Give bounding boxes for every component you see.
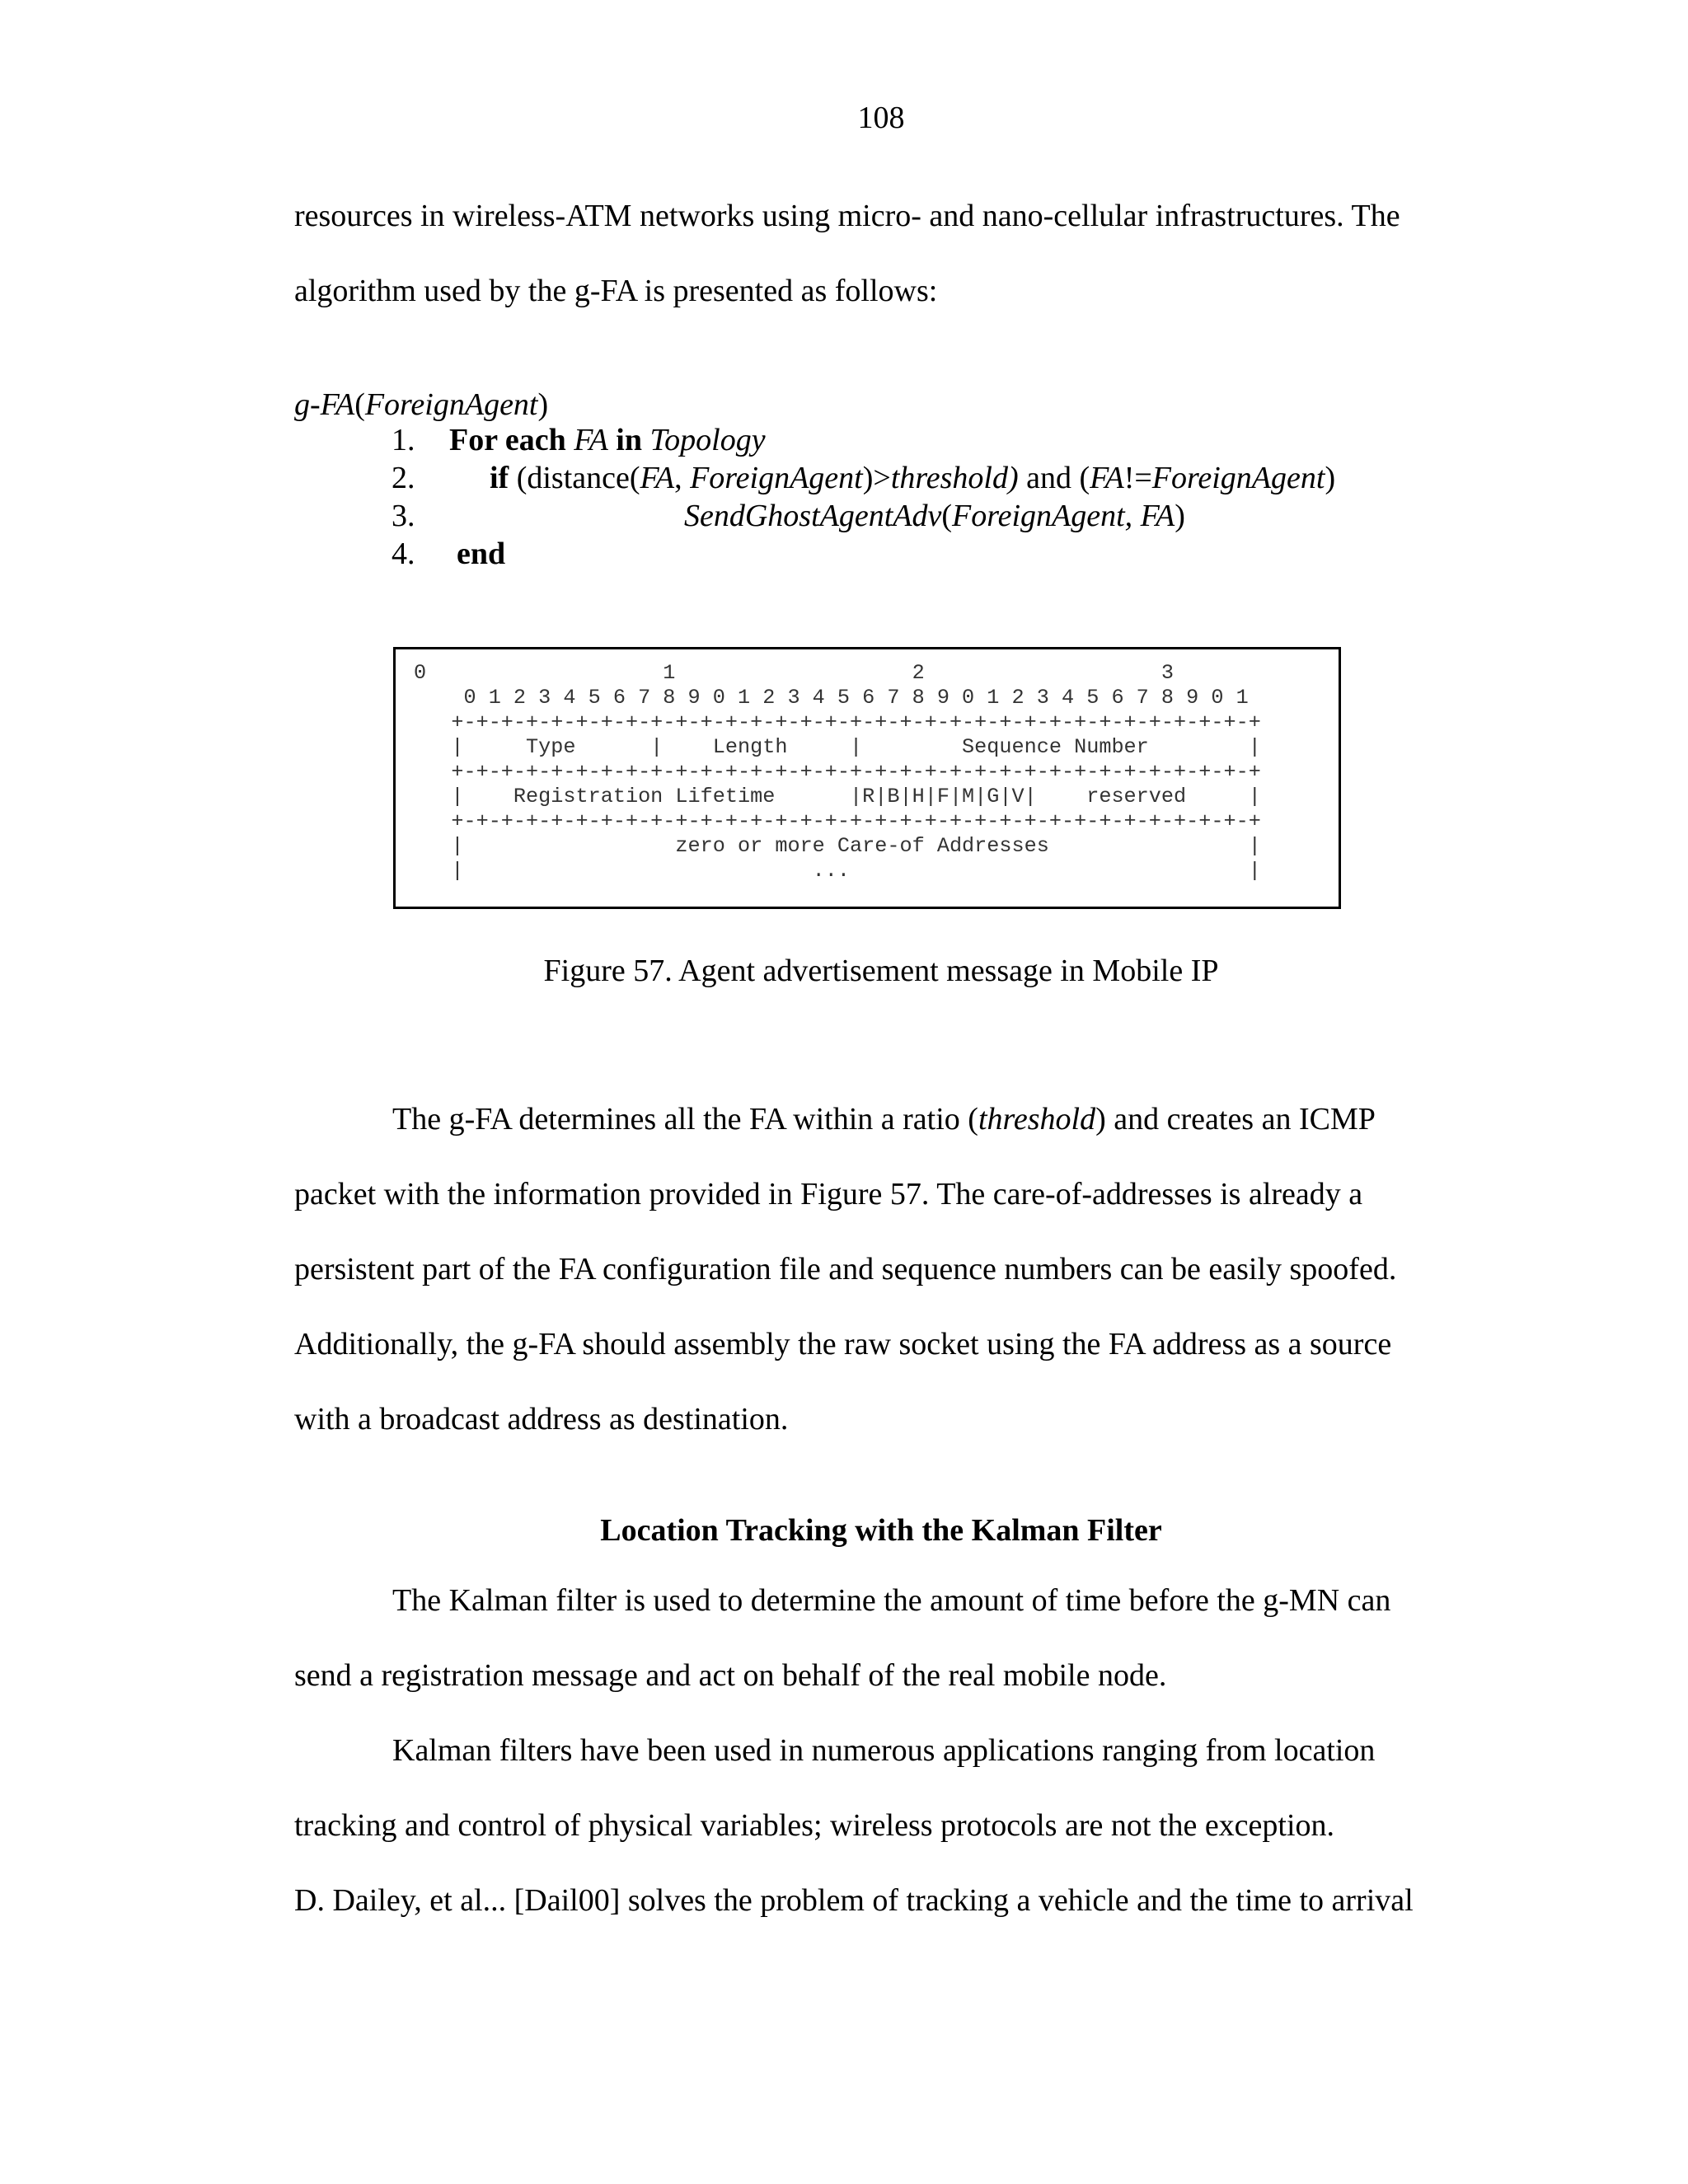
packet-format-diagram: 0 1 2 3 0 1 2 3 4 5 6 7 8 9 0 1 2 3 4 5 6 7 8 9 0 1 2 3 4 5 6 7 8 9 0 1 +-+-+-+-+-+-+-+-+-+-+-+-+-+-+-+-+-+-+-+-+-+-+-+-+-+-+-+-+-+-+-+-+ | Type | Length | Sequence Number | +-+-+-+-+-+-+-+-+-+-+-+-+-+-+-+-+-+-+-+-+-+-+-+-+-+-+-+-+-+-+-+-+ | Registration Lifetime |R|B|H|F|M|G|V| reserved | +-+-+-+-+-+-+-+-+-+-+-+-+-+-+-+-+-+-+-+-+-+-+-+-+-+-+-+-+-+-+-+-+ | zero or more Care-of Addresses | | ... | xyxy=(414,661,1261,883)
body-text-line: Additionally, the g-FA should assembly the raw socket using the FA address as a source xyxy=(294,1327,1392,1361)
algorithm-step-number: 4. xyxy=(392,537,415,571)
algorithm-step-number: 2. xyxy=(392,461,415,495)
algorithm-step-number: 3. xyxy=(392,499,415,533)
algorithm-step-2: if (distance(FA, ForeignAgent)>threshold) and (FA!=ForeignAgent) xyxy=(490,461,1336,495)
body-text-line: packet with the information provided in Figure 57. The care-of-addresses is already a xyxy=(294,1177,1363,1212)
body-text-line: resources in wireless-ATM networks using micro- and nano-cellular infrastructures. The xyxy=(294,199,1400,233)
body-text-line: D. Dailey, et al... [Dail00] solves the problem of tracking a vehicle and the time to arrival xyxy=(294,1883,1414,1918)
body-text-line: tracking and control of physical variables; wireless protocols are not the exception. xyxy=(294,1808,1335,1843)
body-text-line: with a broadcast address as destination. xyxy=(294,1402,789,1436)
algorithm-step-4: end xyxy=(457,537,506,571)
body-text-line: The g-FA determines all the FA within a ratio (threshold) and creates an ICMP xyxy=(392,1102,1376,1137)
figure-57-box xyxy=(393,647,1341,909)
body-text-line: The Kalman filter is used to determine the amount of time before the g-MN can xyxy=(392,1583,1391,1618)
algorithm-signature: g-FA(ForeignAgent) xyxy=(294,387,549,422)
body-text-line: Kalman filters have been used in numerous applications ranging from location xyxy=(392,1733,1376,1768)
body-text-line: algorithm used by the g-FA is presented as follows: xyxy=(294,274,938,308)
section-heading: Location Tracking with the Kalman Filter xyxy=(600,1513,1162,1548)
body-text-line: send a registration message and act on behalf of the real mobile node. xyxy=(294,1658,1167,1693)
page-number: 108 xyxy=(857,101,905,135)
figure-caption: Figure 57. Agent advertisement message in Mobile IP xyxy=(543,954,1219,988)
algorithm-step-1: For each FA in Topology xyxy=(449,423,766,457)
algorithm-step-3: SendGhostAgentAdv(ForeignAgent, FA) xyxy=(684,499,1185,533)
body-text-line: persistent part of the FA configuration file and sequence numbers can be easily spoofed. xyxy=(294,1252,1397,1286)
algorithm-step-number: 1. xyxy=(392,423,415,457)
